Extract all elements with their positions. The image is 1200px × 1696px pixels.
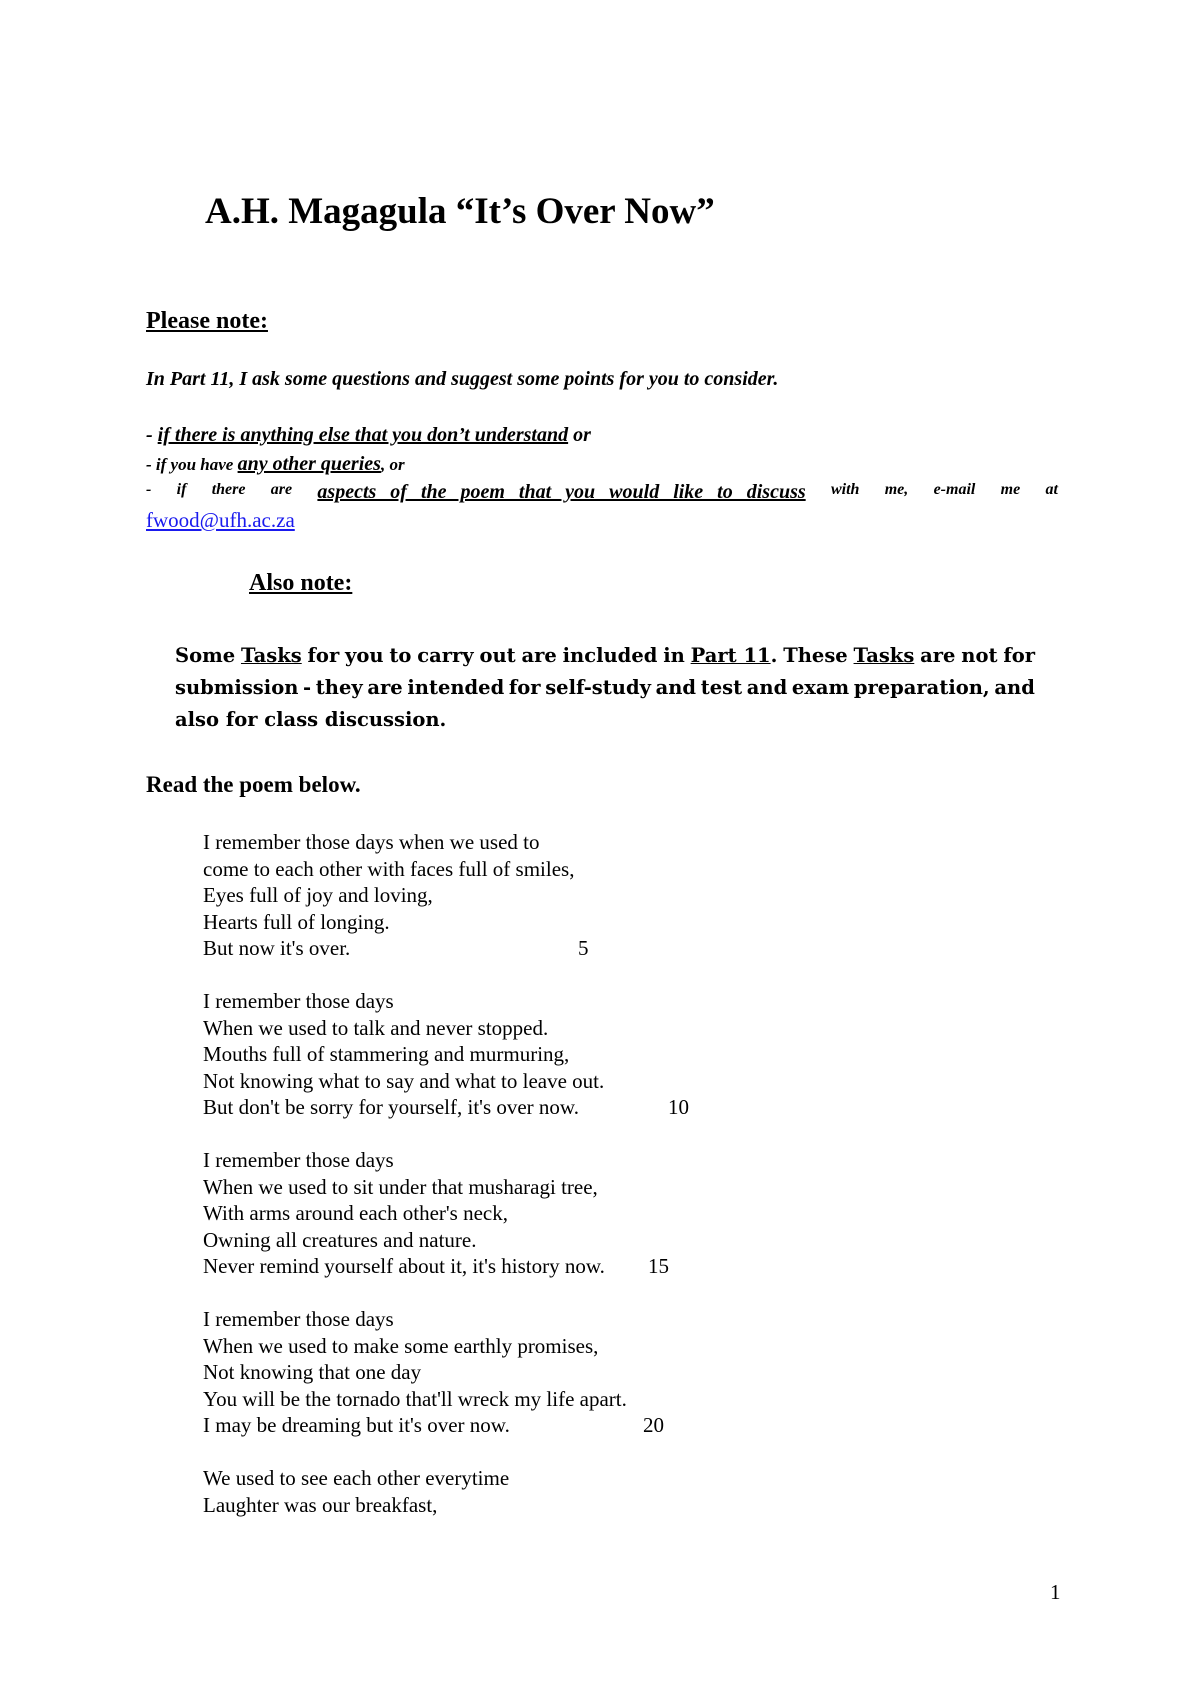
poem-line: Not knowing that one day <box>203 1360 422 1384</box>
poem-line: But don't be sorry for yourself, it's over now. <box>203 1095 579 1119</box>
poem-line: Laughter was our breakfast, <box>203 1492 438 1517</box>
tasks-word: exam <box>791 676 850 699</box>
tasks-word-text: out <box>479 644 516 667</box>
tasks-word-text: included <box>562 644 658 667</box>
tasks-word <box>241 640 302 672</box>
tasks-word <box>389 640 411 672</box>
bullet-discuss <box>146 481 1058 504</box>
bullet-prefix: - if you have <box>146 455 238 474</box>
tasks-word-text: to <box>389 644 412 667</box>
bullet-word: me, <box>884 481 909 498</box>
poem-line: When we used to make some earthly promises, <box>203 1333 599 1358</box>
line-number: 15 <box>648 1254 669 1278</box>
tasks-word: test <box>700 676 743 699</box>
tasks-word-text: in <box>663 644 685 667</box>
bullet-word: me <box>1000 481 1021 498</box>
tasks-keyword: Tasks <box>853 644 915 667</box>
tasks-line-3: also for class discussion. <box>175 708 447 731</box>
bullet-word: there <box>211 481 246 498</box>
tasks-word <box>961 640 997 672</box>
poem-line: Mouths full of stammering and murmuring, <box>203 1042 570 1066</box>
poem-line: I remember those days <box>203 1148 394 1172</box>
poem-line: Not knowing what to say and what to leave out. <box>203 1068 605 1093</box>
poem-line: Owning all creatures and nature. <box>203 1227 477 1252</box>
bullet-word: - <box>146 481 152 498</box>
tasks-word: self-study <box>545 676 651 699</box>
tasks-word: and <box>994 676 1035 699</box>
line-number: 5 <box>578 936 589 960</box>
bullet-word: if <box>176 481 187 498</box>
tasks-word-text: are <box>920 644 956 667</box>
page-number: 1 <box>1050 1580 1061 1604</box>
bullet-word: are <box>270 481 293 498</box>
tasks-word-text: are <box>521 644 557 667</box>
poem-line: When we used to talk and never stopped. <box>203 1015 549 1040</box>
tasks-word <box>854 640 915 672</box>
tasks-word <box>521 640 556 672</box>
tasks-word-text: Some <box>175 644 236 667</box>
bullet-word: e-mail <box>933 481 976 498</box>
poem-line: We used to see each other everytime <box>203 1466 510 1490</box>
tasks-word <box>175 640 235 672</box>
tasks-word: submission <box>175 676 299 699</box>
poem-line: I remember those days <box>203 989 394 1013</box>
read-poem-heading: Read the poem below. <box>146 772 361 797</box>
poem-line: I remember those days when we used to <box>203 830 540 854</box>
tasks-word <box>663 640 685 672</box>
tasks-word <box>345 640 384 672</box>
tasks-word <box>783 640 847 672</box>
poem-line: Never remind yourself about it, it's history now. <box>203 1254 605 1278</box>
document-title: A.H. Magagula “It’s Over Now” <box>205 191 715 232</box>
bullet-word: with <box>830 481 860 498</box>
bullet-word: at <box>1045 481 1058 498</box>
tasks-word-text: for <box>1003 644 1035 667</box>
punctuation: . <box>770 644 778 667</box>
poem-line: But now it's over. <box>203 936 351 960</box>
tasks-line-2 <box>175 672 1035 704</box>
tasks-word <box>479 640 515 672</box>
tasks-paragraph <box>175 640 1055 736</box>
also-note-heading: Also note: <box>249 570 353 596</box>
tasks-word <box>563 640 658 672</box>
tasks-word-text: not <box>961 644 998 667</box>
tasks-word <box>1003 640 1035 672</box>
line-number: 20 <box>643 1413 664 1437</box>
tasks-word <box>308 640 340 672</box>
please-note-heading: Please note: <box>146 308 268 334</box>
bullet-understand <box>146 424 591 447</box>
poem-line: I remember those days <box>203 1307 394 1331</box>
tasks-word-text: you <box>345 644 384 667</box>
tasks-word: intended <box>407 676 505 699</box>
bullet-queries <box>146 453 405 476</box>
tasks-word: they <box>315 676 363 699</box>
poem-line: With arms around each other's neck, <box>203 1201 508 1225</box>
tasks-word <box>920 640 955 672</box>
poem-line: Hearts full of longing. <box>203 909 390 934</box>
bullet-suffix: or <box>568 424 591 446</box>
tasks-word <box>691 640 778 672</box>
poem-line: When we used to sit under that musharagi tree, <box>203 1174 598 1199</box>
line-number: 10 <box>668 1095 689 1119</box>
tasks-word: preparation, <box>853 676 990 699</box>
tasks-word <box>417 640 473 672</box>
bullet-underlined-text: aspects of the poem that you would like to discuss <box>317 481 806 503</box>
poem-line: come to each other with faces full of smiles, <box>203 856 575 881</box>
tasks-word: and <box>746 676 788 699</box>
tasks-word: - <box>303 676 312 699</box>
tasks-line-1 <box>175 640 1035 672</box>
poem-line: You will be the tornado that'll wreck my life apart. <box>203 1386 627 1411</box>
tasks-word: and <box>655 676 697 699</box>
bullet-underlined-text: if there is anything else that you don’t understand <box>157 424 569 446</box>
tasks-word-text: These <box>783 644 848 667</box>
intro-text: In Part 11, I ask some questions and suggest some points for you to consider. <box>146 368 779 390</box>
tasks-keyword: Part 11 <box>690 644 771 667</box>
tasks-word-text: for <box>307 644 340 667</box>
poem-line: Eyes full of joy and loving, <box>203 883 433 907</box>
tasks-word-text: carry <box>417 644 474 667</box>
email-link[interactable]: fwood@ufh.ac.za <box>146 508 295 532</box>
tasks-keyword: Tasks <box>240 644 302 667</box>
tasks-word: for <box>508 676 541 699</box>
bullet-underlined-text: any other queries <box>237 453 381 475</box>
bullet-prefix: - <box>146 424 158 446</box>
bullet-suffix: , or <box>380 455 405 474</box>
poem-line: I may be dreaming but it's over now. <box>203 1413 510 1437</box>
tasks-word: are <box>367 676 403 699</box>
